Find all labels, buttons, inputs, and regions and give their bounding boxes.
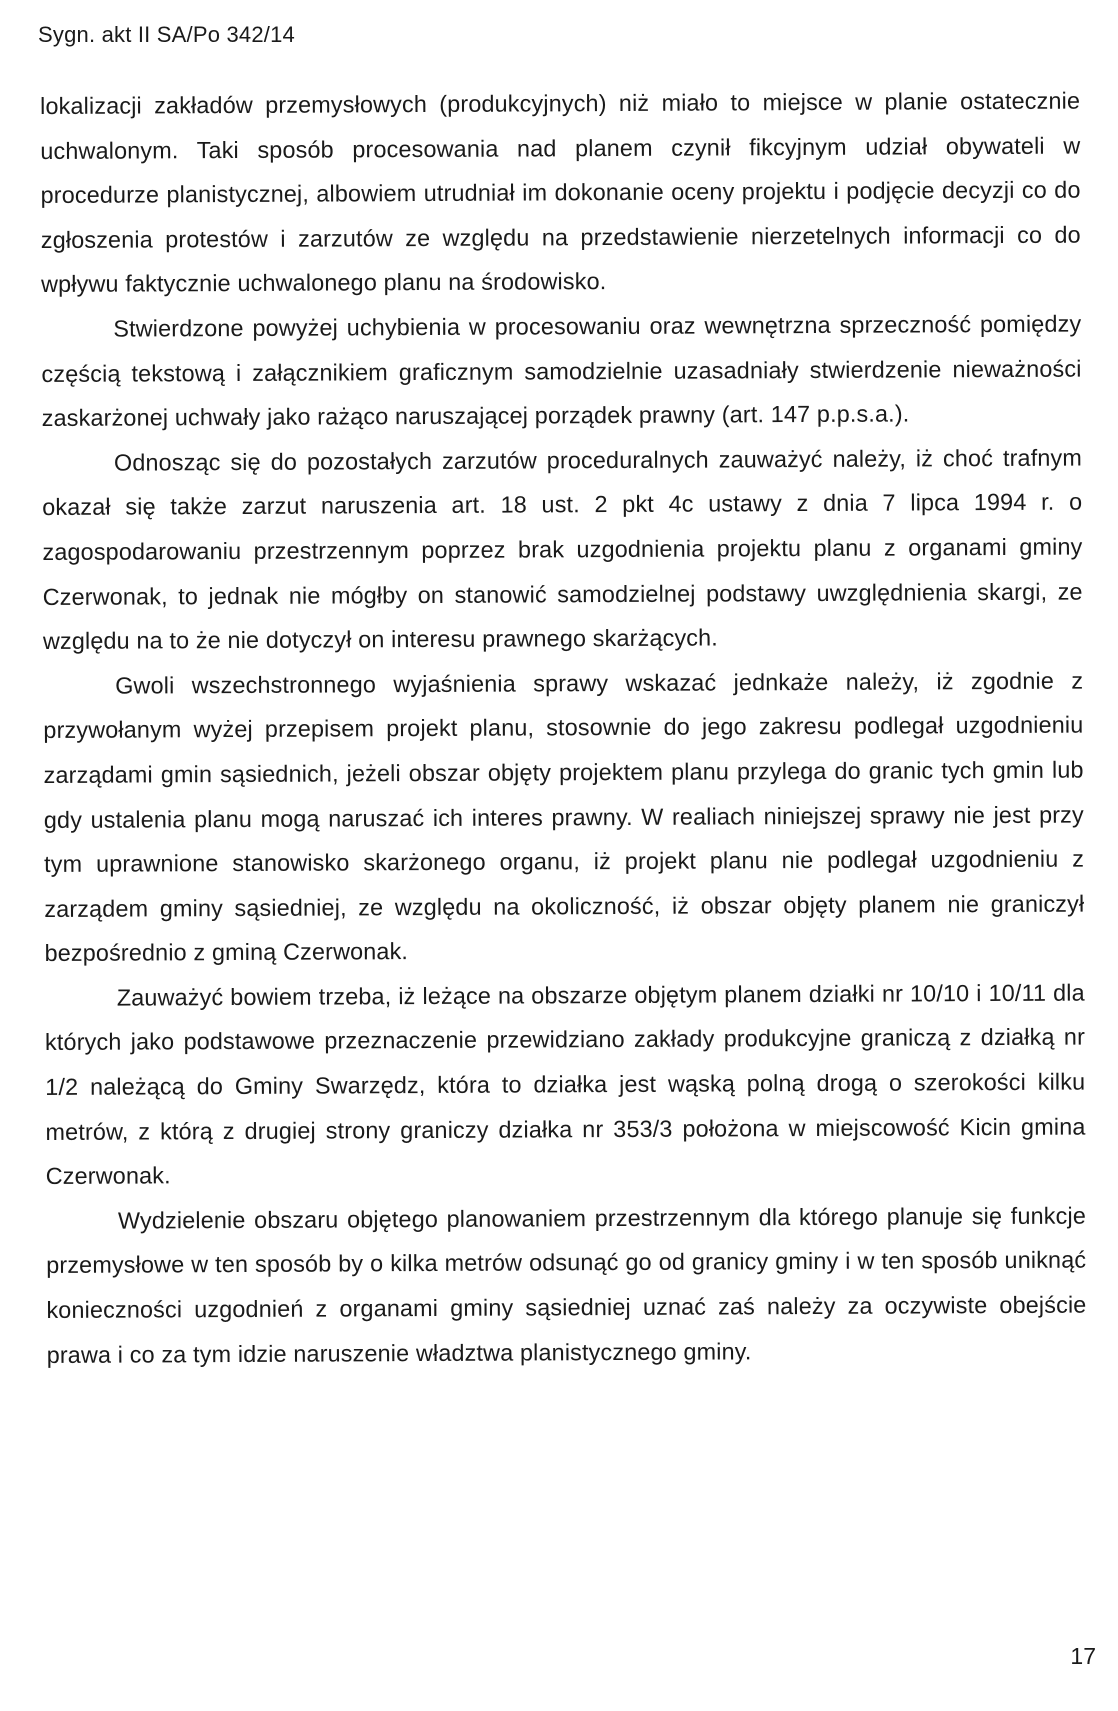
case-signature: Sygn. akt II SA/Po 342/14: [38, 22, 295, 47]
paragraph: Stwierdzone powyżej uchybienia w procesowaniu oraz wewnętrzna sprzeczność pomiędzy częścią tekstową i załącznikiem graficznym samodzielnie uzasadniały stwierdzenie nieważności zaskarżonej uchwały jako rażąco naruszającej porządek prawny (art. 147 p.p.s.a.).: [41, 310, 1082, 432]
paragraph: Zauważyć bowiem trzeba, iż leżące na obszarze objętym planem działki nr 10/10 i 10/11 dla których jako podstawowe przeznaczenie przewidziano zakłady produkcyjne graniczą z działką nr 1/2 należącą do Gminy Swarzędz, która to działka jest wąską polną drogą o szerokości kilku metrów, z którą z drugiej strony graniczy działka nr 353/3 położona w miejscowość Kicin gmina Czerwonak.: [44, 979, 1086, 1190]
page-number: 17: [1070, 1643, 1096, 1669]
paragraph-continuation: lokalizacji zakładów przemysłowych (produkcyjnych) niż miało to miejsce w planie ostatecznie uchwalonym. Taki sposób procesowania nad planem czynił fikcyjnym udział obywateli w procedurze planistycznej, albowiem utrudniał im dokonanie oceny projektu i podjęcie decyzji co do zgłoszenia protestów i zarzutów ze względu na przedstawienie nierzetelnych informacji co do wpływu faktycznie uchwalonego planu na środowisko.: [40, 87, 1081, 298]
document-body: [40, 79, 1087, 1378]
paragraph: Wydzielenie obszaru objętego planowaniem przestrzennym dla którego planuje się funkcje przemysłowe w ten sposób by o kilka metrów odsunąć go od granicy gminy i w ten sposób uniknąć konieczności uzgodnień z organami gminy sąsiedniej uznać zaś należy za oczywiste obejście prawa i co za tym idzie naruszenie władztwa planistycznego gminy.: [46, 1202, 1087, 1368]
paragraph: Odnosząc się do pozostałych zarzutów proceduralnych zauważyć należy, iż choć trafnym okazał się także zarzut naruszenia art. 18 ust. 2 pkt 4c ustawy z dnia 7 lipca 1994 r. o zagospodarowaniu przestrzennym poprzez brak uzgodnienia projektu planu z organami gminy Czerwonak, to jednak nie mógłby on stanowić samodzielnej podstawy uwzględnienia skargi, ze względu na to że nie dotyczył on interesu prawnego skarżących.: [42, 444, 1083, 655]
paragraph: Gwoli wszechstronnego wyjaśnienia sprawy wskazać jednkaże należy, iż zgodnie z przywołanym wyżej przepisem projekt planu, stosownie do jego zakresu podlegał uzgodnieniu zarządami gmin sąsiednich, jeżeli obszar objęty projektem planu przylega do granic tych gmin lub gdy ustalenia planu mogą naruszać ich interes prawny. W realiach niniejszej sprawy nie jest przy tym uprawnione stanowisko skarżonego organu, iż projekt planu nie podlegał uzgodnieniu z zarządem gminy sąsiedniej, ze względu na okoliczność, iż obszar objęty planem nie graniczył bezpośrednio z gminą Czerwonak.: [43, 667, 1085, 967]
